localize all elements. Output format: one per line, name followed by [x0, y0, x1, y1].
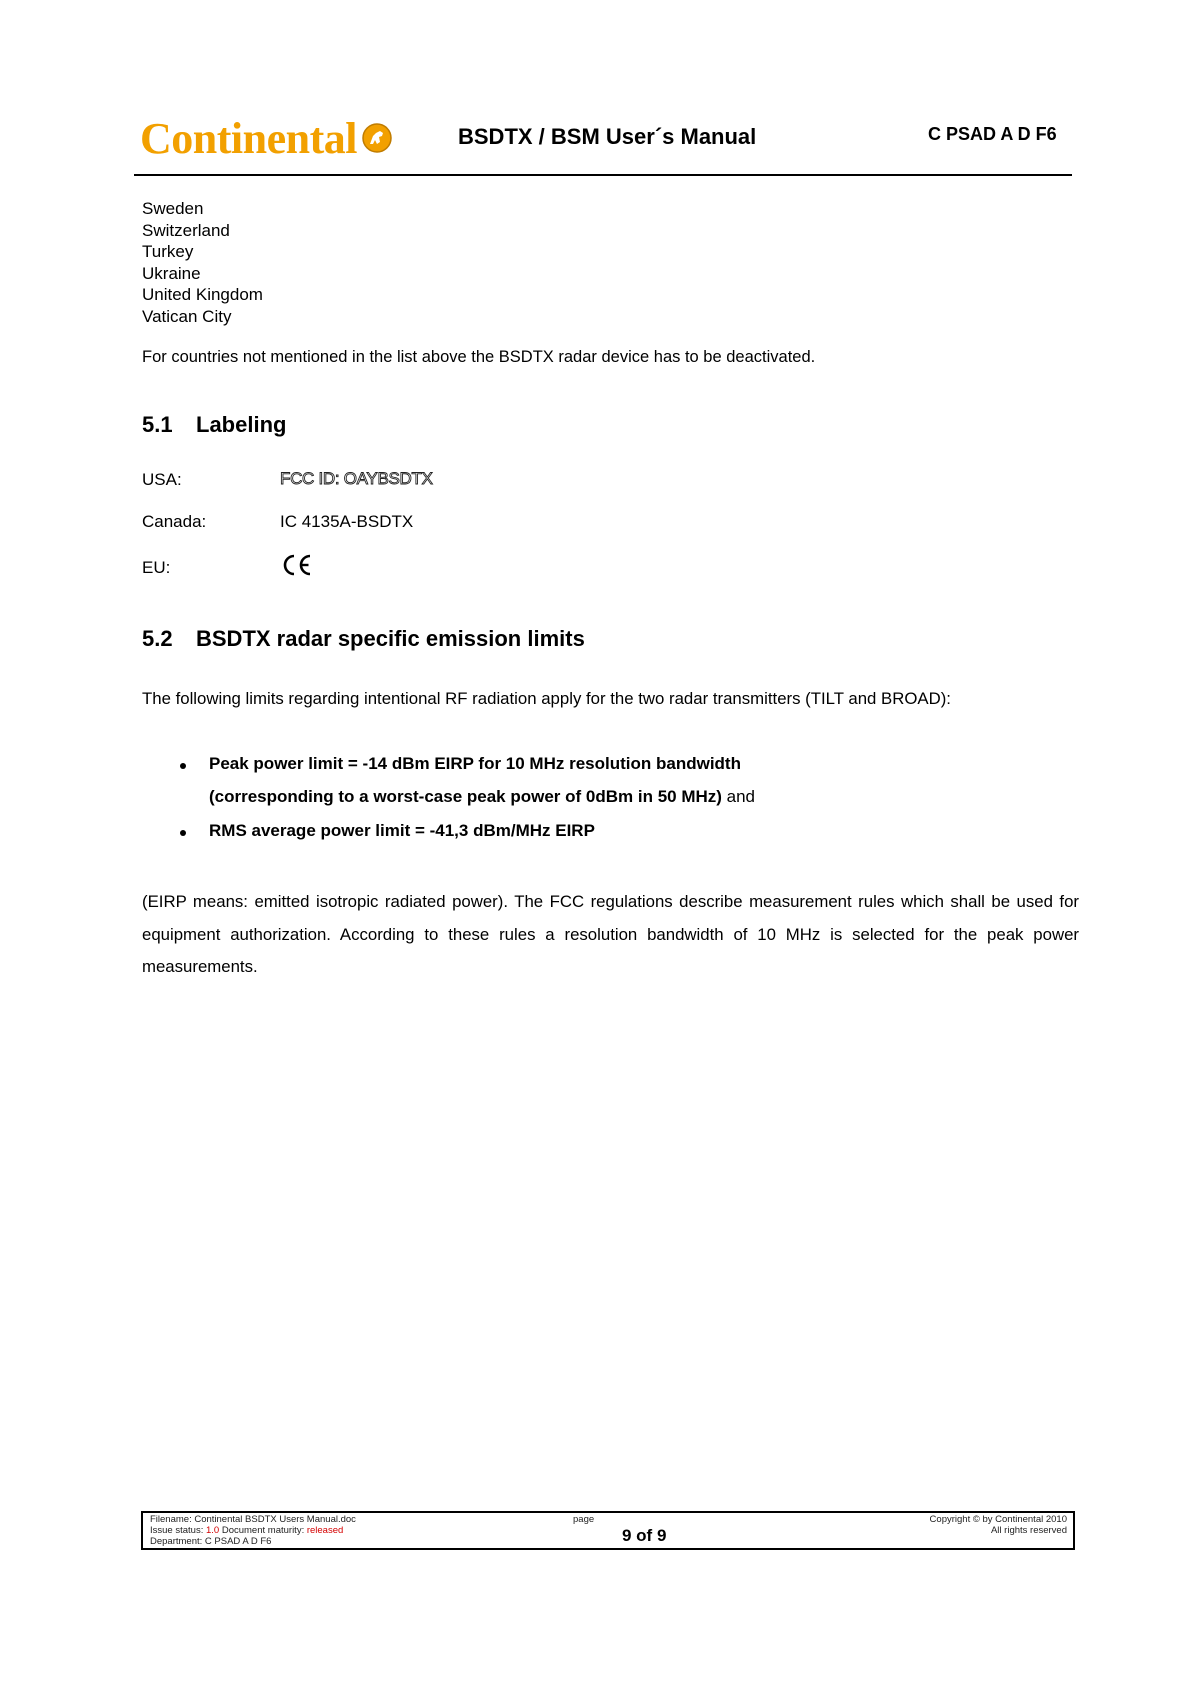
- footer-page-number: 9 of 9: [622, 1526, 667, 1545]
- continental-logo: [140, 114, 393, 165]
- document-code: C PSAD A D F6: [928, 124, 1057, 144]
- peak-power-note: [209, 787, 755, 807]
- section-number: 5.1: [142, 412, 173, 437]
- country-item: United Kingdom: [142, 285, 263, 304]
- document-title: BSDTX / BSM User´s Manual: [458, 124, 757, 149]
- section-title: Labeling: [196, 412, 287, 437]
- footer-department: Department: C PSAD A D F6: [150, 1536, 272, 1547]
- header-divider: [134, 174, 1072, 176]
- deactivation-note: For countries not mentioned in the list above the BSDTX radar device has to be deactivated.: [142, 348, 816, 366]
- section-heading-labeling: [142, 412, 286, 438]
- issue-version: 1.0: [205, 1525, 220, 1536]
- section-number: 5.2: [142, 626, 173, 651]
- peak-power-note-tail: and: [721, 787, 756, 806]
- rms-power-limit: RMS average power limit = -41,3 dBm/MHz EIRP: [209, 821, 595, 840]
- bullet-icon: [180, 763, 186, 769]
- peak-power-limit: Peak power limit = -14 dBm EIRP for 10 MHz resolution bandwidth: [209, 754, 741, 773]
- section-heading-emission-limits: [142, 626, 585, 652]
- country-item: Turkey: [142, 242, 194, 261]
- footer-rights: All rights reserved: [990, 1525, 1067, 1536]
- issue-label: Issue status:: [150, 1525, 206, 1536]
- horse-emblem-icon: [361, 115, 393, 165]
- country-item: Ukraine: [142, 263, 201, 283]
- limits-intro: The following limits regarding intentional RF radiation apply for the two radar transmitters (TILT and BROAD):: [142, 689, 951, 708]
- footer-page-label: page: [573, 1514, 595, 1525]
- section-title: BSDTX radar specific emission limits: [196, 626, 585, 651]
- bullet-icon: [180, 830, 186, 836]
- maturity-value: released: [306, 1525, 344, 1536]
- label-key-eu: EU:: [142, 558, 171, 577]
- eirp-paragraph: (EIRP means: emitted isotropic radiated power). The FCC regulations describe measurement rules which shall be used for equipment authorization. According to these rules a resolution bandwidth of 10 MHz is selected for the peak power measurements.: [142, 892, 1079, 976]
- country-item: Sweden: [142, 199, 204, 218]
- page-footer: [141, 1511, 1075, 1550]
- label-key-canada: Canada:: [142, 512, 207, 531]
- label-key-usa: USA:: [142, 470, 182, 489]
- footer-filename: Filename: Continental BSDTX Users Manual.doc: [150, 1514, 356, 1525]
- ic-value: IC 4135A-BSDTX: [280, 512, 414, 531]
- country-list: [142, 198, 263, 327]
- peak-power-note-bold: (corresponding to a worst-case peak power of 0dBm in 50 MHz): [209, 787, 722, 806]
- logo-text: Continental: [140, 114, 357, 163]
- footer-issue-status: [150, 1525, 343, 1536]
- country-item: Switzerland: [142, 220, 230, 240]
- fcc-id-value: FCC ID: OAYBSDTX: [280, 469, 433, 488]
- footer-copyright: Copyright © by Continental 2010: [929, 1514, 1067, 1525]
- maturity-label: Document maturity:: [219, 1525, 307, 1536]
- country-item: Vatican City: [142, 306, 232, 326]
- ce-mark-icon: [280, 552, 316, 583]
